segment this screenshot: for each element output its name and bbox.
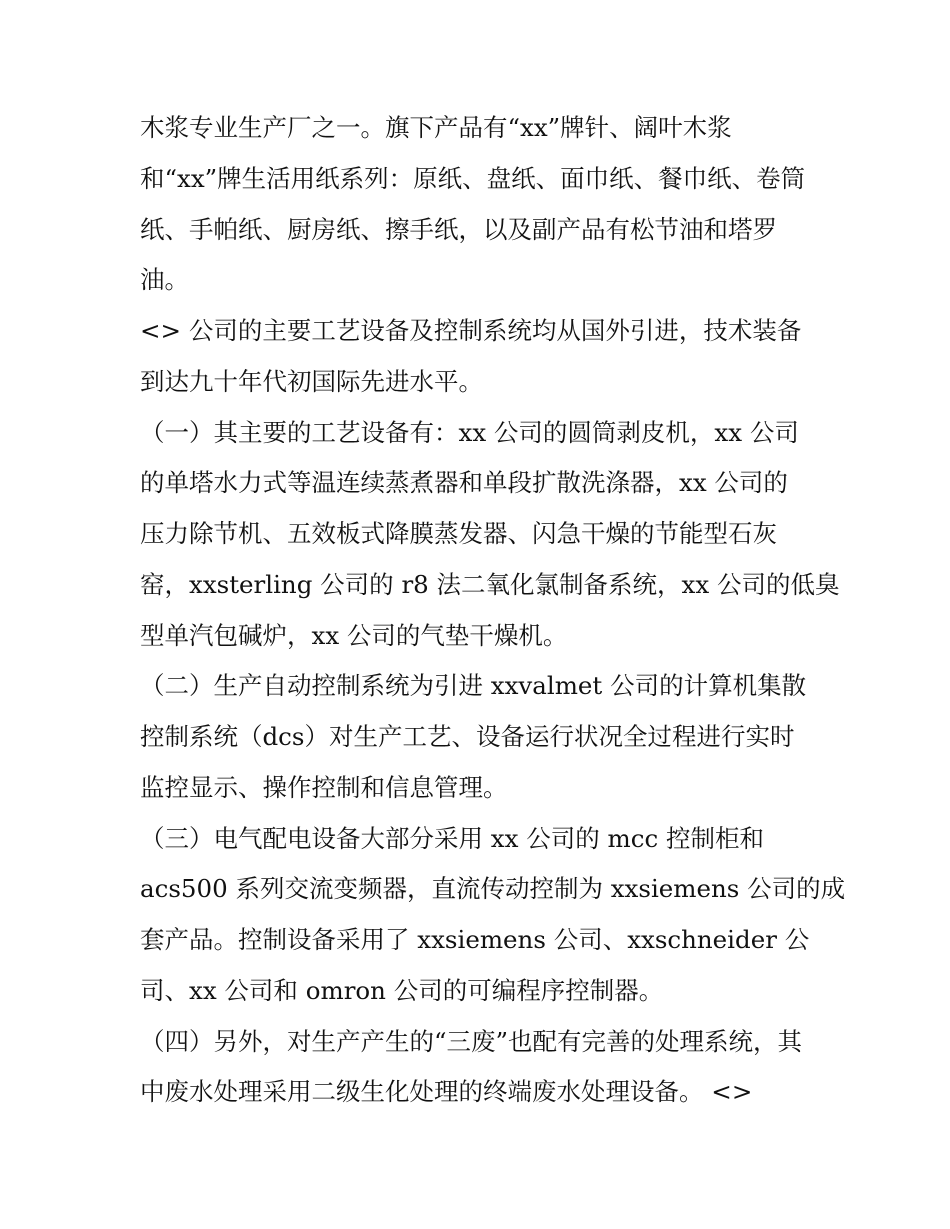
document-body [140, 103, 846, 1118]
text-line: （四）另外，对生产产生的“三废”也配有完善的处理系统，其 [140, 1026, 803, 1056]
text-line: 套产品。控制设备采用了 xxsiemens 公司、xxschneider 公 [140, 925, 810, 954]
text-line: 和“xx”牌生活用纸系列：原纸、盘纸、面巾纸、餐巾纸、卷筒 [140, 163, 806, 193]
text-line: <> 公司的主要工艺设备及控制系统均从国外引进，技术装备 [140, 316, 802, 345]
text-line: 的单塔水力式等温连续蒸煮器和单段扩散洗涤器，xx 公司的 [140, 468, 788, 498]
text-line: （二）生产自动控制系统为引进 xxvalmet 公司的计算机集散 [140, 671, 807, 701]
text-line: 压力除节机、五效板式降膜蒸发器、闪急干燥的节能型石灰 [140, 519, 777, 548]
text-line: 型单汽包碱炉，xx 公司的气垫干燥机。 [140, 620, 568, 650]
text-line: 司、xx 公司和 omron 公司的可编程序控制器。 [140, 975, 664, 1005]
text-line: 木浆专业生产厂之一。旗下产品有“xx”牌针、阔叶木浆 [140, 113, 732, 142]
text-line: 到达九十年代初国际先进水平。 [140, 366, 483, 396]
text-line: （三）电气配电设备大部分采用 xx 公司的 mcc 控制柜和 [140, 823, 764, 853]
text-line: 控制系统（dcs）对生产工艺、设备运行状况全过程进行实时 [140, 722, 795, 751]
text-line: 监控显示、操作控制和信息管理。 [140, 772, 508, 802]
text-line: 纸、手帕纸、厨房纸、擦手纸，以及副产品有松节油和塔罗 [140, 214, 777, 244]
text-line: 油。 [140, 265, 189, 295]
text-line: （一）其主要的工艺设备有：xx 公司的圆筒剥皮机，xx 公司 [140, 417, 799, 447]
text-line: acs500 系列交流变频器，直流传动控制为 xxsiemens 公司的成 [140, 874, 846, 904]
text-line: 中废水处理采用二级生化处理的终端废水处理设备。 <> [140, 1077, 753, 1107]
text-line: 窑，xxsterling 公司的 r8 法二氧化氯制备系统，xx 公司的低臭 [140, 569, 840, 599]
